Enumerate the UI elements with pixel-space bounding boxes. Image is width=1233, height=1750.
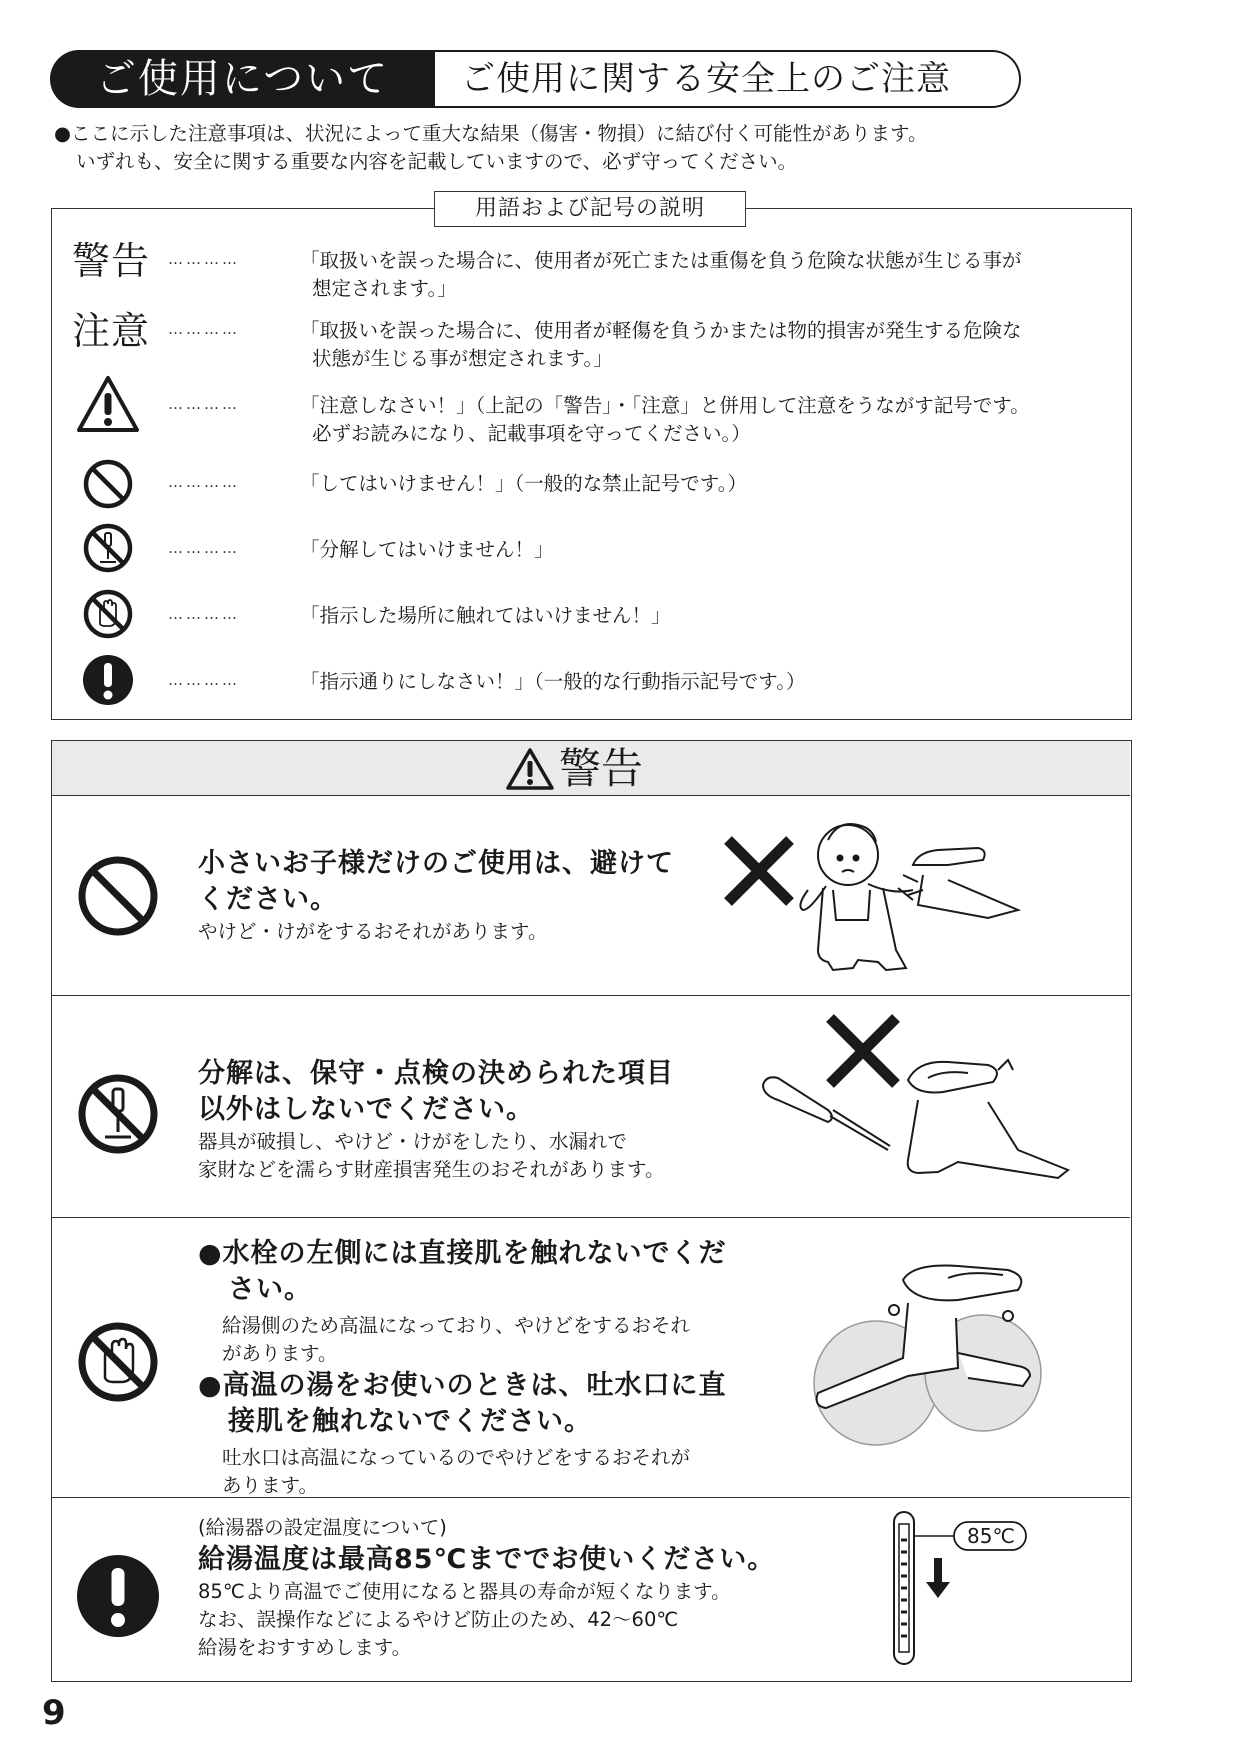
- legend-text: [300, 317, 1022, 373]
- legend-text-line: 「取扱いを誤った場合に、使用者が軽傷を負うかまたは物的損害が発生する危険な: [300, 319, 1022, 342]
- screwdriver-faucet-illustration: [758, 1010, 1078, 1210]
- legend-dots: …………: [168, 395, 240, 413]
- no-disassembly-icon: [76, 1072, 160, 1156]
- legend-text-line: 状態が生じる事が想定されます。」: [312, 347, 613, 370]
- legend-dots: …………: [168, 473, 240, 491]
- intro-text: [54, 120, 927, 176]
- no-touch-icon: [76, 1320, 160, 1404]
- warning-section-2-text: [198, 1056, 674, 1184]
- warning-heading: ください。: [198, 884, 338, 915]
- intro-line-1: ●ここに示した注意事項は、状況によって重大な結果（傷害・物損）に結び付く可能性があります。: [54, 122, 928, 145]
- legend-title: 用語および記号の説明: [434, 191, 746, 227]
- warning-body: 85℃より高温でご使用になると器具の寿命が短くなります。: [198, 1580, 731, 1603]
- mandatory-action-icon: [82, 654, 134, 706]
- section-subtitle: ご使用に関する安全上のご注意: [435, 50, 1021, 108]
- warning-section-3-text: [198, 1236, 727, 1500]
- warning-body: 給湯側のため高温になっており、やけどをするおそれ: [222, 1314, 691, 1337]
- warning-title-text: 警告: [559, 744, 644, 793]
- legend-text-line: 想定されます。」: [312, 277, 457, 300]
- warning-heading: 接肌を触れないでください。: [228, 1406, 592, 1437]
- thermometer-label: 85℃: [967, 1524, 1015, 1548]
- warning-heading: 分解は、保守・点検の決められた項目: [198, 1058, 674, 1089]
- warning-heading: ●高温の湯をお使いのときは、吐水口に直: [198, 1370, 727, 1401]
- legend-dots: …………: [168, 320, 240, 338]
- legend-dots: …………: [168, 539, 240, 557]
- warning-heading: 以外はしないでください。: [198, 1094, 534, 1125]
- warning-body: 給湯をおすすめします。: [198, 1636, 412, 1659]
- divider: [52, 995, 1130, 996]
- warning-section-1-text: [198, 846, 674, 946]
- legend-term-warning: 警告: [72, 239, 151, 283]
- intro-line-2: いずれも、安全に関する重要な内容を記載していますので、必ず守ってください。: [76, 150, 798, 173]
- legend-dots: …………: [168, 671, 240, 689]
- legend-dots: …………: [168, 250, 240, 268]
- prohibition-icon: [82, 458, 134, 510]
- warning-heading: ●水栓の左側には直接肌を触れないでくだ: [198, 1238, 727, 1269]
- legend-text-line: 必ずお読みになり、記載事項を守ってください。）: [312, 422, 751, 445]
- warning-body: があります。: [222, 1342, 338, 1365]
- page-number: 9: [42, 1693, 66, 1733]
- warning-body: やけど・けがをするおそれがあります。: [198, 920, 548, 943]
- no-disassembly-icon: [82, 522, 134, 574]
- legend-text: [300, 247, 1022, 303]
- warning-heading: 給湯温度は最高85℃まででお使いください。: [198, 1544, 776, 1575]
- prohibition-icon: [76, 854, 160, 938]
- warning-body: 吐水口は高温になっているのでやけどをするおそれが: [222, 1446, 691, 1469]
- warning-body: なお、誤操作などによるやけど防止のため、42～60℃: [198, 1608, 679, 1631]
- section-header: [50, 50, 1000, 108]
- legend-text: 「分解してはいけません！」: [300, 538, 554, 561]
- no-touch-icon: [82, 588, 134, 640]
- warning-section-4-text: [198, 1514, 775, 1662]
- caution-triangle-icon: [76, 375, 140, 433]
- warning-note: (給湯器の設定温度について): [198, 1516, 447, 1539]
- warning-body: 器具が破損し、やけど・けがをしたり、水漏れで: [198, 1130, 628, 1153]
- divider: [52, 1217, 1130, 1218]
- legend-term-caution: 注意: [72, 309, 151, 353]
- legend-text-line: 「注意しなさい！」（上記の「警告」・「注意」と併用して注意をうながす記号です。: [300, 394, 1030, 417]
- hot-faucet-illustration: [808, 1258, 1068, 1458]
- legend-text-line: 「取扱いを誤った場合に、使用者が死亡または重傷を負う危険な状態が生じる事が: [300, 249, 1022, 272]
- caution-triangle-icon: [505, 747, 555, 791]
- warning-body: あります。: [222, 1474, 318, 1497]
- legend-dots: …………: [168, 605, 240, 623]
- warning-heading: 小さいお子様だけのご使用は、避けて: [198, 848, 674, 879]
- legend-text: 「指示通りにしなさい！」（一般的な行動指示記号です。）: [300, 670, 806, 693]
- warning-body: 家財などを濡らす財産損害発生のおそれがあります。: [198, 1158, 665, 1181]
- warning-heading: さい。: [228, 1274, 312, 1305]
- section-title: ご使用について: [50, 50, 435, 108]
- mandatory-action-icon: [76, 1554, 160, 1638]
- legend-text: 「してはいけません！」（一般的な禁止記号です。）: [300, 472, 747, 495]
- child-faucet-illustration: [718, 810, 1038, 985]
- legend-text: [300, 392, 1030, 448]
- warning-title: [505, 742, 643, 796]
- legend-text: 「指示した場所に触れてはいけません！」: [300, 604, 671, 627]
